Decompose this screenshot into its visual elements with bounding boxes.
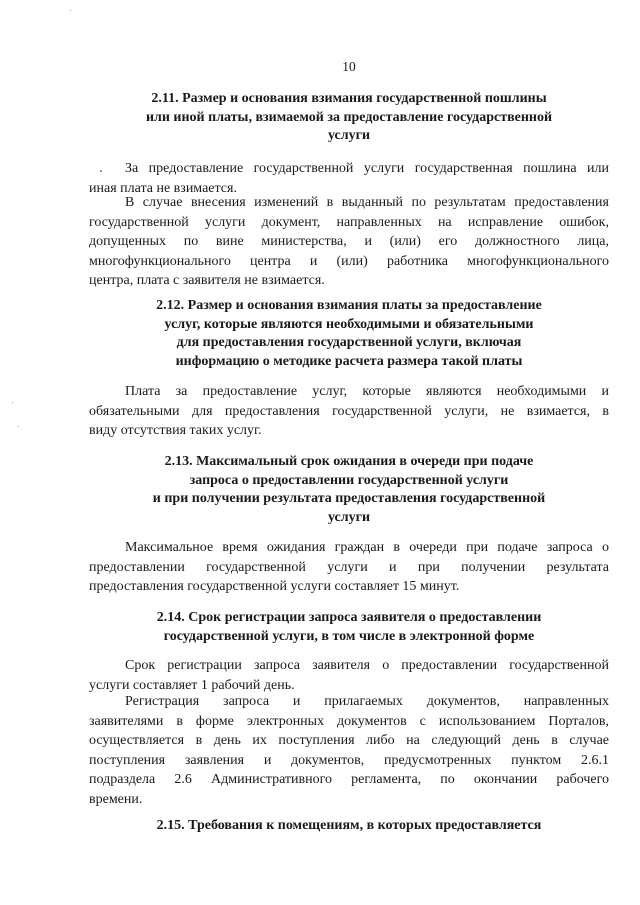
text-line: государственной услуги документ, направленных на исправление ошибок,: [89, 214, 609, 230]
page-number: 10: [342, 59, 356, 74]
text-line: допущенных по вине министерства, и (или) его должностного лица,: [89, 234, 609, 249]
text-line: За предоставление государственной услуги государственная пошлина или: [125, 161, 609, 176]
paragraph: [89, 193, 609, 291]
text-line: В случае внесения изменений в выданный по результатам предоставления: [125, 195, 609, 210]
text-line: предоставления государственной услуги составляет 15 минут.: [89, 579, 460, 594]
paragraph: [89, 538, 609, 597]
paragraph: [89, 656, 609, 695]
heading-line: 2.11. Размер и основания взимания государственной пошлины: [151, 91, 547, 106]
text-line: подраздела 2.6 Административного регламента, по окончании рабочего: [89, 772, 609, 787]
paragraph: [89, 382, 609, 441]
heading-line: для предоставления государственной услуги, включая: [176, 335, 522, 350]
heading-line: услуги: [327, 128, 371, 143]
heading-line: информацию о методике расчета размера такой платы: [175, 353, 523, 369]
section-heading-2-14: [89, 609, 609, 646]
text-line: заявителями в форме электронных документов с использованием Порталов,: [89, 713, 609, 729]
section-heading-2-15: [89, 817, 609, 836]
text-line: услуги составляет 1 рабочий день.: [89, 677, 295, 693]
heading-line: 2.13. Максимальный срок ожидания в очереди при подаче: [164, 454, 534, 469]
heading-line: 2.12. Размер и основания взимания платы за предоставление: [156, 298, 542, 313]
heading-line: государственной услуги, в том числе в электронной форме: [163, 628, 535, 644]
text-line: Срок регистрации запроса заявителя о предоставлении государственной: [125, 658, 609, 673]
heading-line: и при получении результата предоставления государственной: [152, 491, 546, 506]
text-line: обязательными для предоставления государственной услуги, не взимается, в: [89, 403, 609, 419]
scan-speck: [18, 426, 19, 427]
text-line: времени.: [89, 791, 143, 807]
text-line: осуществляется в день их поступления либо на следующий день в случае: [89, 733, 609, 748]
heading-line: запроса о предоставлении государственной услуги: [189, 472, 509, 488]
scan-speck: [70, 10, 71, 11]
heading-line: услуги: [327, 509, 371, 525]
section-heading-2-11: [89, 90, 609, 146]
text-line: виду отсутствия таких услуг.: [89, 423, 262, 438]
heading-line: или иной платы, взимаемой за предоставление государственной: [145, 109, 553, 125]
scan-speck: [12, 402, 13, 403]
text-line: Максимальное время ожидания граждан в очереди при подаче запроса о: [125, 540, 609, 555]
text-line: центра, плата с заявителя не взимается.: [89, 273, 325, 288]
paragraph: [89, 692, 609, 809]
text-line: предоставлении государственной услуги и при получении результата: [89, 559, 609, 575]
scan-speck: [100, 170, 102, 172]
heading-line: 2.15. Требования к помещениям, в которых предоставляется: [156, 818, 542, 833]
section-heading-2-13: [89, 453, 609, 527]
text-line: Плата за предоставление услуг, которые являются необходимыми и: [125, 384, 609, 399]
section-heading-2-12: [89, 297, 609, 371]
text-line: поступления заявления и документов, предусмотренных пунктом 2.6.1: [89, 752, 609, 768]
heading-line: услуг, которые являются необходимыми и обязательными: [164, 316, 534, 332]
text-line: иная плата не взимается.: [89, 180, 237, 196]
text-line: многофункционального центра и (или) работника многофункционального: [89, 253, 609, 269]
heading-line: 2.14. Срок регистрации запроса заявителя о предоставлении: [156, 610, 542, 625]
text-line: Регистрация запроса и прилагаемых документов, направленных: [125, 694, 609, 709]
